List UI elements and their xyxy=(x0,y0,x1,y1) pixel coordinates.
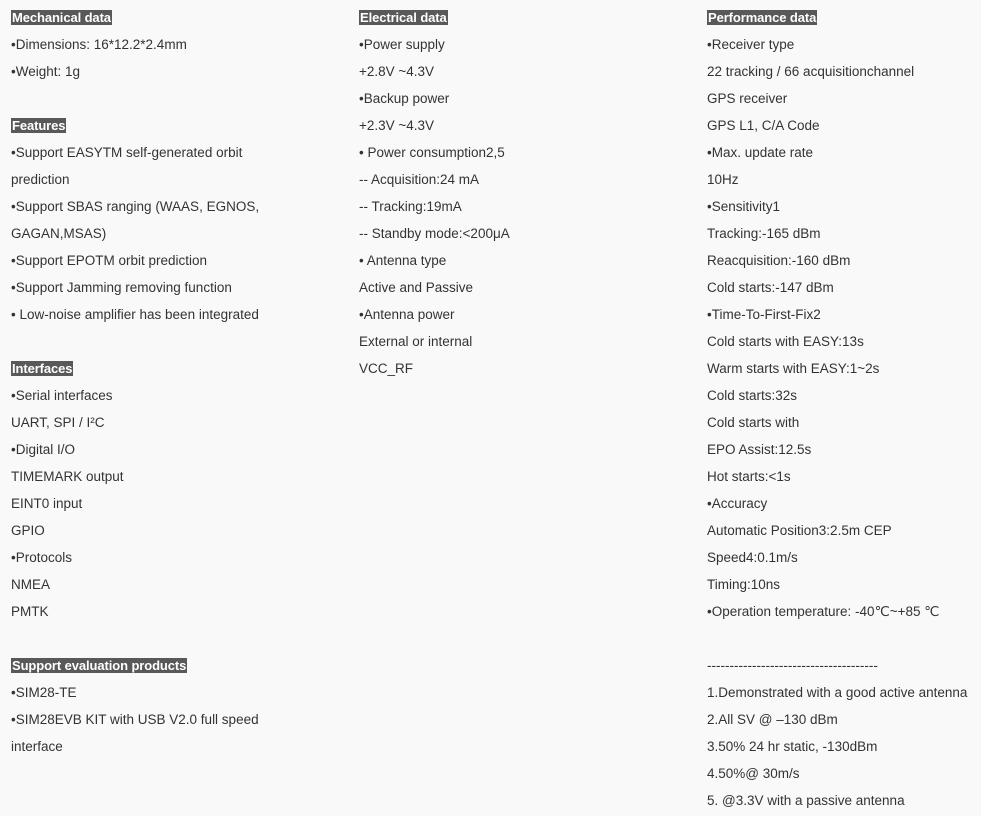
spacer xyxy=(707,625,981,652)
spec-line: •Weight: 1g xyxy=(11,64,81,79)
spec-line: Timing:10ns xyxy=(707,577,781,592)
footnote: 5. @3.3V with a passive antenna xyxy=(707,793,905,808)
column-performance xyxy=(707,4,981,814)
spec-line: •Backup power xyxy=(359,91,450,106)
footnote: 2.All SV @ –130 dBm xyxy=(707,712,838,727)
column-mechanical-features-interfaces xyxy=(11,4,341,760)
spec-line: •Support EASYTM self-generated orbit xyxy=(11,145,243,160)
spec-line: •Support Jamming removing function xyxy=(11,280,232,295)
spec-line: GPIO xyxy=(11,523,45,538)
spec-line: External or internal xyxy=(359,334,473,349)
spec-line: Automatic Position3:2.5m CEP xyxy=(707,523,892,538)
spec-line: •Support EPOTM orbit prediction xyxy=(11,253,208,268)
spec-line: Cold starts:-147 dBm xyxy=(707,280,834,295)
spec-line: PMTK xyxy=(11,604,49,619)
spec-line: • Power consumption2,5 xyxy=(359,145,505,160)
spec-line: •Time-To-First-Fix2 xyxy=(707,307,821,322)
spec-line: • Low-noise amplifier has been integrated xyxy=(11,307,259,322)
footnote: 1.Demonstrated with a good active antenna xyxy=(707,685,968,700)
spec-line: •Sensitivity1 xyxy=(707,199,781,214)
section-heading-performance-data: Performance data xyxy=(708,10,817,25)
footnote: 3.50% 24 hr static, -130dBm xyxy=(707,739,878,754)
spec-line: •Dimensions: 16*12.2*2.4mm xyxy=(11,37,187,52)
spec-line: Reacquisition:-160 dBm xyxy=(707,253,851,268)
spec-line: Active and Passive xyxy=(359,280,474,295)
spec-line: Warm starts with EASY:1~2s xyxy=(707,361,880,376)
spec-line: UART, SPI / I²C xyxy=(11,415,105,430)
section-heading-mechanical-data: Mechanical data xyxy=(12,10,111,25)
spec-line: -- Acquisition:24 mA xyxy=(359,172,480,187)
spec-line: 22 tracking / 66 acquisitionchannel xyxy=(707,64,915,79)
spec-line: Cold starts with xyxy=(707,415,800,430)
section-heading-interfaces: Interfaces xyxy=(12,361,73,376)
footnote-divider: -------------------------------------- xyxy=(707,658,878,673)
section-heading-features: Features xyxy=(12,118,66,133)
spec-line: GPS receiver xyxy=(707,91,788,106)
spec-line: •Support SBAS ranging (WAAS, EGNOS, xyxy=(11,199,260,214)
spacer xyxy=(11,85,341,112)
section-heading-electrical-data: Electrical data xyxy=(360,10,447,25)
spec-line: 10Hz xyxy=(707,172,739,187)
spec-line: GAGAN,MSAS) xyxy=(11,226,107,241)
spec-line: interface xyxy=(11,739,63,754)
spec-line: •Operation temperature: -40℃~+85 ℃ xyxy=(707,604,940,619)
spec-line: •Serial interfaces xyxy=(11,388,113,403)
spec-line: Cold starts:32s xyxy=(707,388,798,403)
spec-line: TIMEMARK output xyxy=(11,469,124,484)
spec-line: +2.3V ~4.3V xyxy=(359,118,435,133)
spacer xyxy=(11,625,341,652)
spec-line: •SIM28EVB KIT with USB V2.0 full speed xyxy=(11,712,259,727)
spec-line: Cold starts with EASY:13s xyxy=(707,334,864,349)
spec-line: +2.8V ~4.3V xyxy=(359,64,435,79)
spec-line: Hot starts:<1s xyxy=(707,469,791,484)
column-electrical xyxy=(359,4,689,382)
spec-line: EINT0 input xyxy=(11,496,83,511)
spec-line: Tracking:-165 dBm xyxy=(707,226,821,241)
spec-line: •Accuracy xyxy=(707,496,768,511)
spec-line: •Protocols xyxy=(11,550,73,565)
spec-line: Speed4:0.1m/s xyxy=(707,550,798,565)
spec-line: •Digital I/O xyxy=(11,442,75,457)
spec-line: NMEA xyxy=(11,577,51,592)
spec-line: •Antenna power xyxy=(359,307,455,322)
spec-line: • Antenna type xyxy=(359,253,447,268)
spec-line: -- Tracking:19mA xyxy=(359,199,462,214)
footnote: 4.50%@ 30m/s xyxy=(707,766,800,781)
spec-line: -- Standby mode:<200μA xyxy=(359,226,510,241)
spec-line: GPS L1, C/A Code xyxy=(707,118,820,133)
section-heading-support-evaluation-products: Support evaluation products xyxy=(12,658,187,673)
spec-line: •SIM28-TE xyxy=(11,685,77,700)
spec-line: •Power supply xyxy=(359,37,445,52)
spec-line: EPO Assist:12.5s xyxy=(707,442,812,457)
spec-line: VCC_RF xyxy=(359,361,414,376)
spacer xyxy=(11,328,341,355)
spec-line: •Receiver type xyxy=(707,37,795,52)
spec-line: prediction xyxy=(11,172,70,187)
spec-line: •Max. update rate xyxy=(707,145,814,160)
